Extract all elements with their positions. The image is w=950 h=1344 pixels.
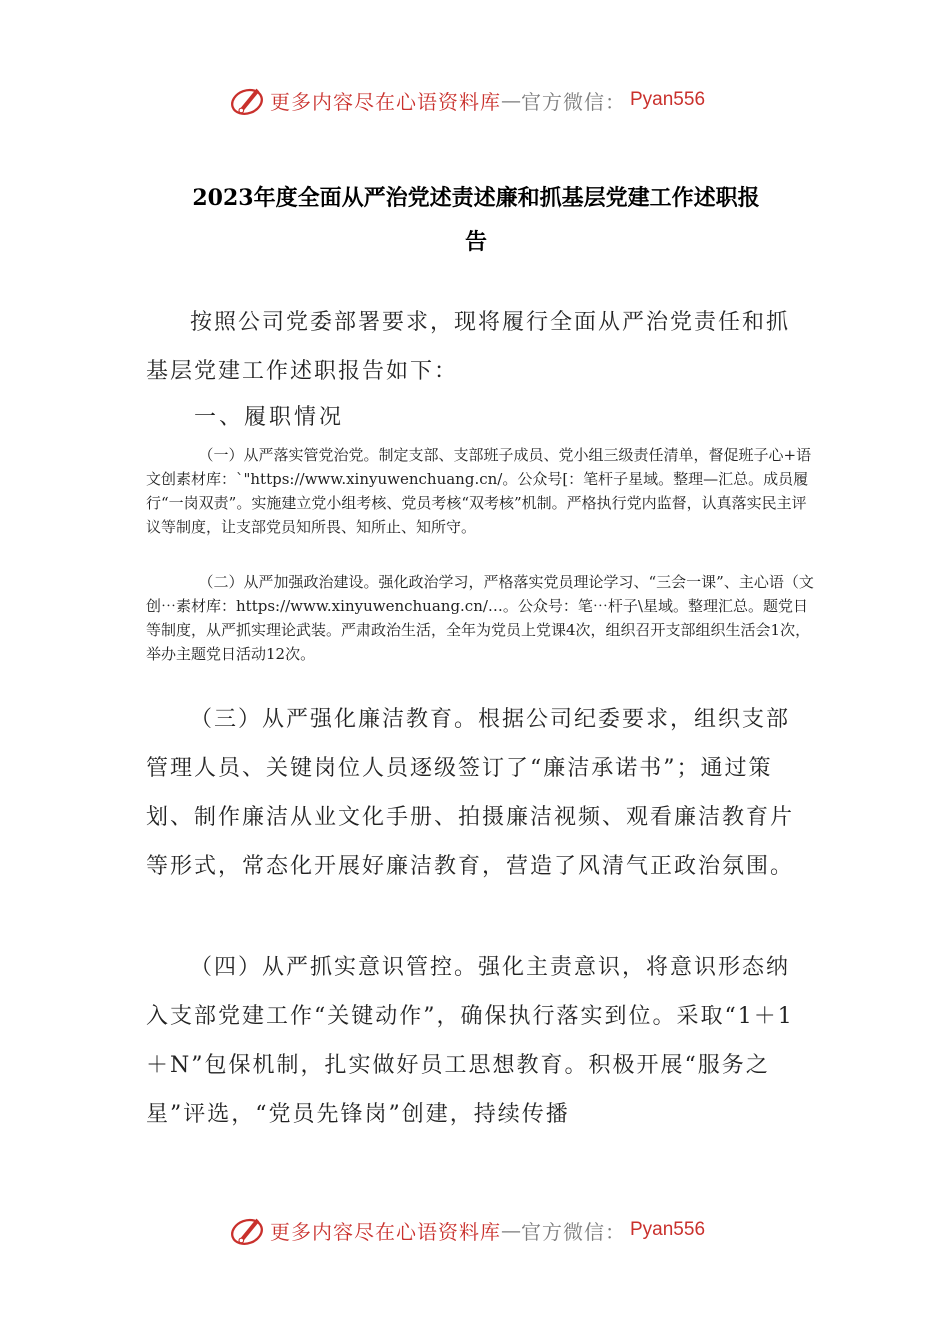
- header-brand: 更多内容尽在心语资料库: [270, 89, 501, 114]
- footer-separator: —: [501, 1218, 521, 1242]
- header-banner: [228, 80, 748, 120]
- document-title: [146, 176, 806, 264]
- header-wechat-label: 官方微信：: [521, 89, 626, 114]
- footer-wechat-label: 官方微信：: [521, 1219, 626, 1244]
- footer-wechat-id: Pyan556: [630, 1219, 706, 1240]
- footer-brand: 更多内容尽在心语资料库: [270, 1219, 501, 1244]
- item-1-paragraph: （一）从严落实管党治党。制定支部、支部班子成员、党小组三级责任清单，督促班子心+语文创素材库：`"https://www.xinyuwenchuang.cn/。公众号[：笔杆子星域。整理—汇总。成员履行“一岗双责”。实施建立党小组考核、党员考核“双考核”机制。严格执行党内监督，认真落实民主评议等制度，让支部党员知所畏、知所止、知所守。: [146, 446, 812, 536]
- header-separator: —: [501, 88, 521, 112]
- footer-banner: [228, 1210, 748, 1250]
- section-heading-1: 一、履职情况: [194, 405, 345, 430]
- item-4-paragraph: （四）从严抓实意识管控。强化主责意识，将意识形态纳入支部党建工作“关键动作”，确保执行落实到位。采取“1＋1＋N”包保机制，扎实做好员工思想教育。积极开展“服务之星”评选，“党员先锋岗”创建，持续传播: [146, 955, 794, 1127]
- title-line-2: 告: [464, 229, 487, 255]
- item-2-paragraph: （二）从严加强政治建设。强化政治学习，严格落实党员理论学习、“三会一课”、主心语（文创⋯素材库：https://www.xinyuwenchuang.cn/…。公众号：笔⋯杆子\星域。整理汇总。题党日等制度，从严抓实理论武装。严肃政治生活，全年为党员上党课4次，组织召开支部组织生活会1次，举办主题党日活动12次。: [146, 573, 814, 663]
- title-line-1: 2023年度全面从严治党述责述廉和抓基层党建工作述职报: [192, 185, 760, 211]
- pen-nib-logo-icon: [228, 81, 266, 119]
- intro-paragraph: 按照公司党委部署要求，现将履行全面从严治党责任和抓基层党建工作述职报告如下：: [146, 310, 791, 384]
- item-3-paragraph: （三）从严强化廉洁教育。根据公司纪委要求，组织支部管理人员、关键岗位人员逐级签订了“廉洁承诺书”；通过策划、制作廉洁从业文化手册、拍摄廉洁视频、观看廉洁教育片等形式，常态化开展好廉洁教育，营造了风清气正政治氛围。: [146, 707, 795, 879]
- header-wechat-id: Pyan556: [630, 89, 706, 110]
- pen-nib-logo-icon: [228, 1211, 266, 1249]
